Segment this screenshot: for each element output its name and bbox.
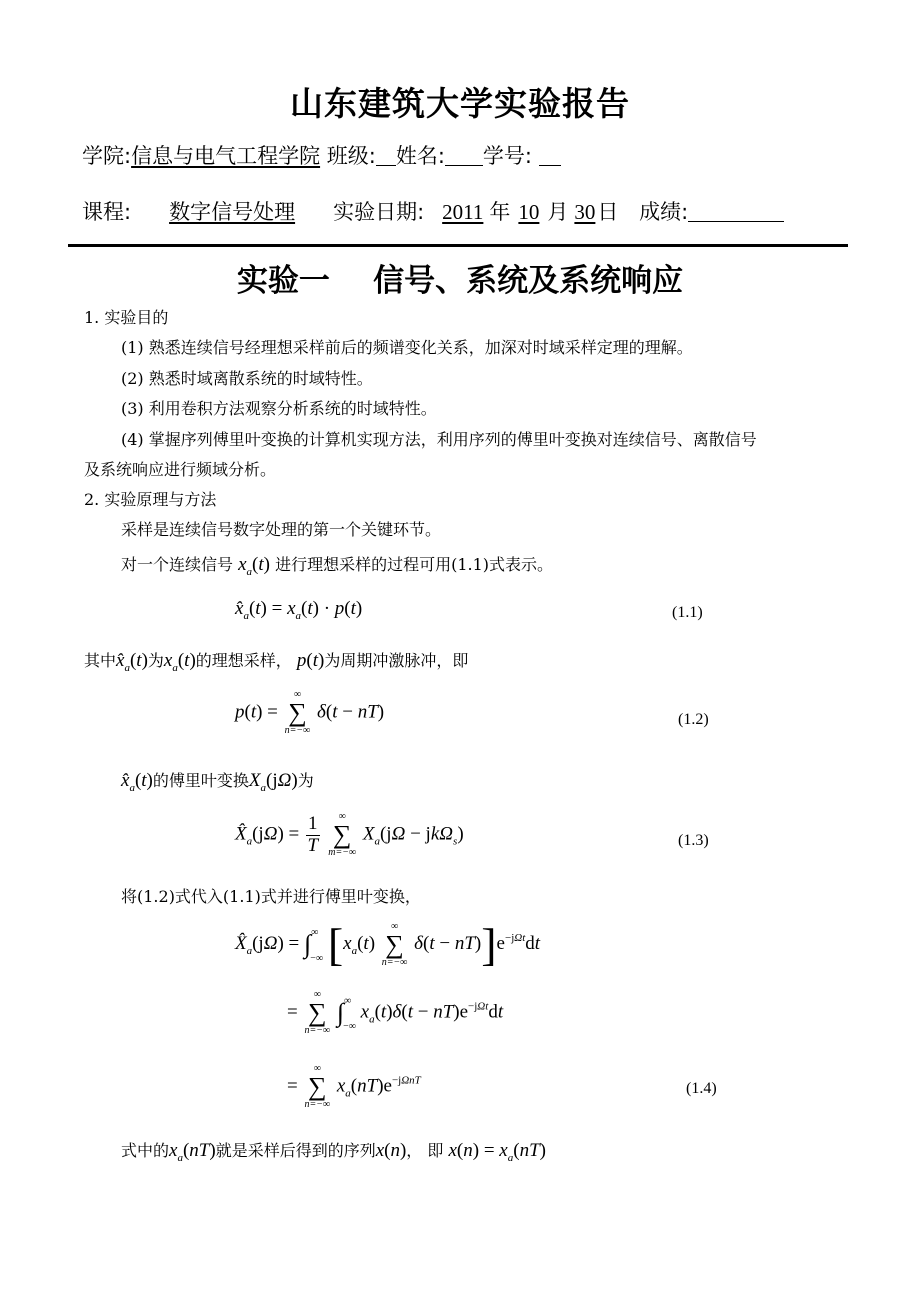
paragraph-sequence: 式中的$x_a(nT)$就是采样后得到的序列x(n)， 即 $x(n) = x_a(nT)$ (121, 1140, 546, 1164)
course-label: 课程: (82, 200, 132, 224)
date-label: 实验日期: (333, 200, 425, 224)
paragraph-where: 其中$x̂_a(t)$为$x_a(t)$的理想采样， p(t)为周期冲激脉冲，即 (84, 650, 469, 674)
p6-text-sep: ， 即 (406, 1141, 444, 1160)
date-year: 2011 (442, 200, 484, 224)
id-label: 学号: (482, 144, 532, 168)
p3-text-pre: 其中 (84, 651, 117, 670)
p4-text-end: 为 (297, 771, 314, 790)
objective-item-4-cont: 及系统响应进行频域分析。 (84, 460, 277, 479)
p3-text-mid1: 为 (147, 651, 164, 670)
paragraph-sampling: 采样是连续信号数字处理的第一个关键环节。 (121, 520, 442, 539)
objective-item-4: (4) 掌握序列傅里叶变换的计算机实现方法，利用序列的傅里叶变换对连续信号、离散信号 (121, 430, 757, 449)
p3-text-post: 为周期冲激脉冲，即 (324, 651, 469, 670)
p6-text-mid: 就是采样后得到的序列 (215, 1141, 376, 1160)
paragraph-fourier: $x̂_a(t)$的傅里叶变换$X_a(j\Omega)$为 (121, 770, 314, 794)
grade-blank (688, 201, 784, 222)
course-value: 数字信号处理 (169, 200, 296, 224)
equation-1-4-line-1: $X̂_a(j\Omega) = \int^\infty_{-\infty}$ [$x_a(t)$ ∞ ∑ n=−∞ $\delta(t - nT)]e^{-j\Omega t}dt$ (235, 919, 541, 970)
objective-item-1: (1) 熟悉连续信号经理想采样前后的频谱变化关系，加深对时域采样定理的理解。 (121, 338, 693, 357)
equation-1-4-line-3: = ∞ ∑ n=−∞ $x_a(nT)e^{-j\Omega nT}$ (287, 1063, 421, 1110)
id-blank (539, 145, 561, 166)
equation-1-3: $X̂_a(j\Omega)$ = $\frac{1}{T}$ ∞ ∑ m=−∞ $X_a(j\Omega - jk\Omega_s)$ (235, 811, 464, 858)
equation-1-1: $x̂_a(t) = x_a(t) \cdot p(t)$ (235, 598, 363, 622)
section-2-heading: 2. 实验原理与方法 (84, 490, 217, 509)
header-line-1 (82, 140, 561, 170)
header-divider (68, 244, 848, 247)
name-label: 姓名: (395, 144, 445, 168)
equation-1-2: p(t) = ∞ ∑ n=−∞ δ(t − nT) (235, 689, 385, 736)
name-blank (445, 145, 483, 166)
paragraph-continuous-signal: 对一个连续信号 $x_a(t)$ 进行理想采样的过程可用(1.1)式表示。 (121, 554, 554, 578)
p2-text-post: 进行理想采样的过程可用(1.1)式表示。 (275, 555, 554, 574)
p6-text-pre: 式中的 (121, 1141, 170, 1160)
date-month: 10 (518, 200, 540, 224)
equation-1-4-line-2: = ∞ ∑ n=−∞ $\int^\infty_{-\infty}$ $x_a(t)\delta(t - nT)e^{-j\Omega t}dt$ (287, 989, 504, 1036)
grade-label: 成绩: (639, 200, 689, 224)
equation-number-1-4: (1.4) (686, 1080, 717, 1097)
objective-item-2: (2) 熟悉时域离散系统的时域特性。 (121, 369, 373, 388)
date-day: 30 (574, 200, 596, 224)
day-unit: 日 (597, 200, 619, 224)
report-title: 山东建筑大学实验报告 (290, 84, 630, 123)
month-unit: 月 (547, 200, 569, 224)
objective-item-3: (3) 利用卷积方法观察分析系统的时域特性。 (121, 399, 437, 418)
paragraph-substitute: 将(1.2)式代入(1.1)式并进行傅里叶变换， (121, 887, 421, 906)
class-label: 班级: (326, 144, 376, 168)
equation-number-1-3: (1.3) (678, 832, 709, 849)
section-1-heading: 1. 实验目的 (84, 308, 169, 327)
college-label: 学院: (82, 144, 132, 168)
header-line-2 (82, 196, 784, 226)
p3-text-mid2: 的理想采样， (195, 651, 292, 670)
p2-text-pre: 对一个连续信号 (121, 555, 234, 574)
experiment-title: 实验一 信号、系统及系统响应 (236, 263, 684, 299)
class-blank (376, 145, 396, 166)
equation-number-1-2: (1.2) (678, 711, 709, 728)
year-unit: 年 (489, 200, 511, 224)
college-value: 信息与电气工程学院 (131, 144, 321, 168)
equation-number-1-1: (1.1) (672, 604, 703, 621)
p4-text-post: 的傅里叶变换 (152, 771, 249, 790)
